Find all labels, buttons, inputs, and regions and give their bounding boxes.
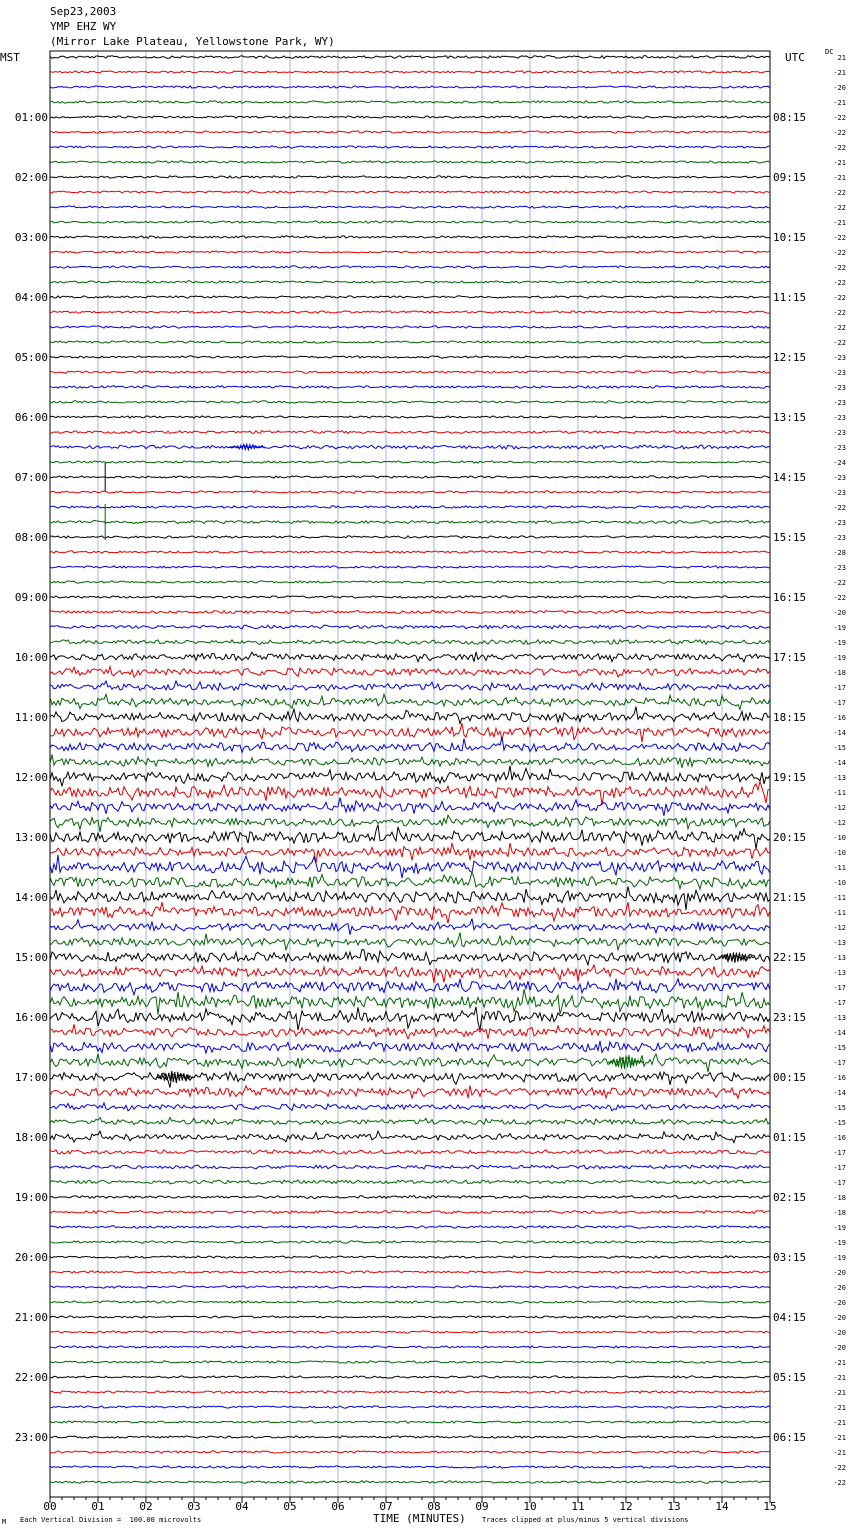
- dc-offset-label: -19: [833, 1239, 846, 1247]
- seismic-trace: [50, 1054, 770, 1072]
- dc-offset-label: -20: [833, 1299, 846, 1307]
- right-hour-label: 12:15: [773, 351, 807, 364]
- seismic-trace: [50, 1103, 770, 1111]
- seismic-trace: [50, 281, 770, 283]
- right-timezone-label: UTC: [785, 51, 805, 64]
- dc-offset-label: -22: [833, 324, 846, 332]
- dc-offset-label: -21: [833, 1419, 846, 1427]
- left-hour-label: 01:00: [14, 111, 48, 124]
- dc-offset-label: -24: [833, 459, 846, 467]
- seismic-trace: [50, 596, 770, 598]
- seismic-trace: [50, 1271, 770, 1274]
- x-tick-label: 07: [379, 1500, 393, 1513]
- left-hour-label: 12:00: [14, 771, 48, 784]
- dc-offset-label: -23: [833, 489, 846, 497]
- seismic-trace: [50, 667, 770, 678]
- dc-offset-label: -19: [833, 1224, 846, 1232]
- seismic-trace: [50, 416, 770, 419]
- seismic-trace: [50, 176, 770, 178]
- dc-offset-label: -20: [833, 1314, 846, 1322]
- dc-offset-label: -23: [833, 564, 846, 572]
- seismic-trace: [50, 1346, 770, 1348]
- dc-offset-label: -22: [833, 1479, 846, 1487]
- dc-offset-label: -15: [833, 744, 846, 752]
- dc-offset-label: -21: [833, 1449, 846, 1457]
- seismic-trace: [50, 581, 770, 584]
- dc-offset-label: -22: [833, 249, 846, 257]
- dc-offset-label: -19: [833, 1254, 846, 1262]
- seismic-trace: [50, 221, 770, 224]
- dc-offset-label: -23: [833, 414, 846, 422]
- seismic-trace: [50, 815, 770, 832]
- dc-offset-label: -14: [833, 729, 846, 737]
- dc-offset-label: -22: [833, 504, 846, 512]
- dc-offset-label: -23: [833, 444, 846, 452]
- seismic-trace: [50, 566, 770, 568]
- seismic-trace: [50, 1131, 770, 1143]
- left-hour-label: 04:00: [14, 291, 48, 304]
- seismic-trace: [50, 1195, 770, 1198]
- seismic-trace: [50, 56, 770, 59]
- seismic-trace: [50, 766, 770, 787]
- left-hour-label: 05:00: [14, 351, 48, 364]
- dc-offset-label: -22: [833, 579, 846, 587]
- right-hour-label: 01:15: [773, 1131, 807, 1144]
- dc-offset-label: -23: [833, 519, 846, 527]
- dc-offset-label: -14: [833, 1089, 846, 1097]
- dc-offset-label: -11: [833, 909, 846, 917]
- left-hour-label: 20:00: [14, 1251, 48, 1264]
- x-tick-label: 06: [331, 1500, 345, 1513]
- seismic-trace: [50, 755, 770, 768]
- dc-offset-label: -13: [833, 939, 846, 947]
- seismic-trace: [50, 1316, 770, 1318]
- seismic-trace: [50, 371, 770, 374]
- dc-offset-label: -10: [833, 834, 846, 842]
- right-hour-label: 05:15: [773, 1371, 807, 1384]
- dc-offset-label: -13: [833, 774, 846, 782]
- x-tick-label: 05: [283, 1500, 297, 1513]
- right-hour-label: 22:15: [773, 951, 807, 964]
- seismic-trace: [50, 146, 770, 149]
- dc-offset-label: -21: [833, 174, 846, 182]
- seismic-trace: [50, 491, 770, 494]
- seismic-trace: [50, 652, 770, 662]
- dc-offset-label: -19: [833, 654, 846, 662]
- left-hour-label: 09:00: [14, 591, 48, 604]
- dc-offset-label: -18: [833, 1209, 846, 1217]
- seismic-trace: [50, 1241, 770, 1244]
- x-tick-label: 04: [235, 1500, 249, 1513]
- dc-offset-label: -18: [833, 669, 846, 677]
- right-hour-label: 06:15: [773, 1431, 807, 1444]
- left-hour-label: 10:00: [14, 651, 48, 664]
- station-code: YMP EHZ WY: [50, 20, 117, 33]
- seismic-trace: [50, 1086, 770, 1099]
- seismic-trace: [50, 950, 770, 965]
- dc-offset-label: -22: [833, 594, 846, 602]
- seismic-trace: [50, 401, 770, 403]
- seismic-trace: [50, 1210, 770, 1213]
- dc-offset-label: -21: [833, 1374, 846, 1382]
- seismic-trace: [50, 1226, 770, 1229]
- dc-offset-label: -20: [833, 1269, 846, 1277]
- dc-offset-label: -22: [833, 234, 846, 242]
- seismic-trace: [50, 296, 770, 298]
- seismic-trace: [50, 506, 770, 509]
- seismic-trace: [50, 1391, 770, 1393]
- left-hour-label: 14:00: [14, 891, 48, 904]
- dc-offset-label: -22: [833, 114, 846, 122]
- right-hour-label: 16:15: [773, 591, 807, 604]
- dc-offset-label: -22: [833, 189, 846, 197]
- dc-offset-label: -20: [833, 1329, 846, 1337]
- dc-offset-label: -19: [833, 624, 846, 632]
- seismic-trace: [50, 1466, 770, 1468]
- dc-offset-label: -17: [833, 1164, 846, 1172]
- dc-offset-label: -22: [833, 294, 846, 302]
- right-hour-label: 00:15: [773, 1071, 807, 1084]
- seismic-trace: [50, 536, 770, 538]
- dc-offset-label: -11: [833, 864, 846, 872]
- seismic-trace: [50, 1376, 770, 1378]
- left-hour-label: 17:00: [14, 1071, 48, 1084]
- seismic-trace: [50, 872, 770, 889]
- seismic-trace: [50, 965, 770, 983]
- seismic-trace: [50, 681, 770, 691]
- right-hour-label: 03:15: [773, 1251, 807, 1264]
- dc-offset-label: -18: [833, 1194, 846, 1202]
- dc-offset-label: -15: [833, 1044, 846, 1052]
- seismic-trace: [50, 191, 770, 193]
- right-hour-label: 08:15: [773, 111, 807, 124]
- dc-offset-label: -23: [833, 534, 846, 542]
- seismic-trace: [50, 1024, 770, 1039]
- dc-offset-label: -22: [833, 204, 846, 212]
- seismic-trace: [50, 887, 770, 910]
- x-tick-label: 08: [427, 1500, 441, 1513]
- right-hour-label: 20:15: [773, 831, 807, 844]
- dc-label: DC: [825, 48, 834, 56]
- dc-offset-label: -20: [833, 84, 846, 92]
- dc-offset-label: -22: [833, 264, 846, 272]
- dc-offset-label: -22: [833, 339, 846, 347]
- dc-offset-label: -15: [833, 1119, 846, 1127]
- dc-offset-label: -10: [833, 879, 846, 887]
- seismic-trace: [50, 1256, 770, 1259]
- left-hour-label: 11:00: [14, 711, 48, 724]
- seismic-trace: [50, 476, 770, 479]
- right-hour-label: 13:15: [773, 411, 807, 424]
- dc-offset-label: -21: [833, 99, 846, 107]
- dc-offset-label: -17: [833, 1059, 846, 1067]
- seismic-trace: [50, 781, 770, 805]
- seismic-trace: [50, 1118, 770, 1125]
- seismic-trace: [50, 86, 770, 89]
- right-hour-label: 19:15: [773, 771, 807, 784]
- seismic-trace: [50, 737, 770, 752]
- seismic-trace: [50, 625, 770, 629]
- dc-offset-label: -13: [833, 954, 846, 962]
- seismic-trace: [50, 933, 770, 951]
- seismic-trace: [50, 101, 770, 104]
- dc-offset-label: -17: [833, 684, 846, 692]
- seismic-trace: [50, 1165, 770, 1169]
- seismic-trace: [50, 843, 770, 863]
- left-hour-label: 07:00: [14, 471, 48, 484]
- dc-offset-label: -21: [833, 219, 846, 227]
- x-axis-title: TIME (MINUTES): [373, 1512, 466, 1525]
- seismic-trace: [50, 71, 770, 73]
- left-hour-label: 18:00: [14, 1131, 48, 1144]
- seismic-trace: [50, 206, 770, 208]
- dc-offset-label: -13: [833, 1014, 846, 1022]
- seismic-trace: [50, 1361, 770, 1364]
- seismic-trace: [50, 266, 770, 269]
- x-tick-label: 01: [91, 1500, 105, 1513]
- x-tick-label: 10: [523, 1500, 537, 1513]
- seismic-trace: [50, 610, 770, 613]
- seismic-trace: [50, 386, 770, 389]
- dc-offset-label: -23: [833, 354, 846, 362]
- left-hour-label: 08:00: [14, 531, 48, 544]
- seismic-trace: [50, 707, 770, 724]
- dc-offset-label: -16: [833, 1134, 846, 1142]
- seismic-trace: [50, 356, 770, 358]
- dc-offset-label: -17: [833, 1149, 846, 1157]
- seismic-trace: [50, 902, 770, 923]
- dc-offset-label: -22: [833, 309, 846, 317]
- seismic-trace: [50, 640, 770, 645]
- seismic-trace: [50, 431, 770, 434]
- seismic-trace: [50, 1421, 770, 1424]
- dc-offset-label: -20: [833, 609, 846, 617]
- seismic-trace: [50, 1451, 770, 1454]
- dc-offset-label: -21: [833, 1404, 846, 1412]
- left-hour-label: 13:00: [14, 831, 48, 844]
- dc-offset-label: -21: [833, 1389, 846, 1397]
- dc-offset-label: -17: [833, 999, 846, 1007]
- seismic-trace: [50, 551, 770, 553]
- dc-offset-label: 21: [837, 54, 846, 62]
- dc-offset-label: -21: [833, 159, 846, 167]
- event-burst: [718, 953, 754, 963]
- seismic-trace: [50, 341, 770, 343]
- x-tick-label: 13: [667, 1500, 681, 1513]
- dc-offset-label: -17: [833, 699, 846, 707]
- seismic-trace: [50, 311, 770, 313]
- seismic-trace: [50, 1286, 770, 1289]
- left-timezone-label: MST: [0, 51, 20, 64]
- right-hour-label: 11:15: [773, 291, 807, 304]
- record-date: Sep23,2003: [50, 5, 117, 18]
- dc-offset-label: -13: [833, 969, 846, 977]
- dc-offset-label: -17: [833, 984, 846, 992]
- dc-offset-label: -22: [833, 1464, 846, 1472]
- dc-offset-label: -22: [833, 129, 846, 137]
- seismic-trace: [50, 251, 770, 253]
- dc-offset-label: -23: [833, 384, 846, 392]
- dc-offset-label: -22: [833, 144, 846, 152]
- dc-offset-label: -28: [833, 549, 846, 557]
- x-tick-label: 12: [619, 1500, 633, 1513]
- seismic-trace: [50, 1406, 770, 1408]
- seismic-trace: [50, 798, 770, 816]
- dc-offset-label: -16: [833, 714, 846, 722]
- right-hour-label: 17:15: [773, 651, 807, 664]
- left-hour-label: 19:00: [14, 1191, 48, 1204]
- dc-offset-label: -10: [833, 849, 846, 857]
- seismic-trace: [50, 919, 770, 935]
- dc-offset-label: -11: [833, 894, 846, 902]
- corner-mark: M: [2, 1518, 7, 1526]
- seismic-trace: [50, 855, 770, 878]
- seismic-trace: [50, 1481, 770, 1484]
- left-hour-label: 03:00: [14, 231, 48, 244]
- seismic-trace: [50, 1150, 770, 1154]
- dc-offset-label: -15: [833, 1104, 846, 1112]
- seismic-trace: [50, 445, 770, 449]
- dc-offset-label: -20: [833, 1344, 846, 1352]
- x-tick-label: 03: [187, 1500, 201, 1513]
- seismic-trace: [50, 236, 770, 239]
- right-hour-label: 21:15: [773, 891, 807, 904]
- right-hour-label: 23:15: [773, 1011, 807, 1024]
- dc-offset-label: -12: [833, 804, 846, 812]
- seismic-trace: [50, 131, 770, 133]
- dc-offset-label: -11: [833, 789, 846, 797]
- dc-offset-label: -12: [833, 924, 846, 932]
- left-hour-label: 22:00: [14, 1371, 48, 1384]
- station-location: (Mirror Lake Plateau, Yellowstone Park, WY): [50, 35, 335, 48]
- right-hour-label: 04:15: [773, 1311, 807, 1324]
- seismic-trace: [50, 825, 770, 849]
- dc-offset-label: -21: [833, 1359, 846, 1367]
- dc-offset-label: -14: [833, 759, 846, 767]
- dc-offset-label: -16: [833, 1074, 846, 1082]
- left-hour-label: 23:00: [14, 1431, 48, 1444]
- dc-offset-label: -17: [833, 1179, 846, 1187]
- scale-note: Each Vertical Division = 100.00 microvolts: [20, 1516, 202, 1524]
- dc-offset-label: -23: [833, 429, 846, 437]
- dc-offset-label: -14: [833, 1029, 846, 1037]
- seismic-trace: [50, 161, 770, 163]
- dc-offset-label: -22: [833, 279, 846, 287]
- dc-offset-label: -20: [833, 1284, 846, 1292]
- seismic-trace: [50, 1301, 770, 1303]
- seismic-trace: [50, 326, 770, 328]
- right-hour-label: 14:15: [773, 471, 807, 484]
- right-hour-label: 02:15: [773, 1191, 807, 1204]
- clip-note: Traces clipped at plus/minus 5 vertical divisions: [482, 1516, 689, 1524]
- seismic-trace: [50, 520, 770, 523]
- left-hour-label: 21:00: [14, 1311, 48, 1324]
- seismic-trace: [50, 116, 770, 118]
- dc-offset-label: -21: [833, 1434, 846, 1442]
- seismic-trace: [50, 461, 770, 463]
- dc-offset-label: -23: [833, 474, 846, 482]
- dc-offset-label: -23: [833, 369, 846, 377]
- x-tick-label: 14: [715, 1500, 729, 1513]
- right-hour-label: 18:15: [773, 711, 807, 724]
- x-tick-label: 09: [475, 1500, 489, 1513]
- x-tick-label: 11: [571, 1500, 585, 1513]
- left-hour-label: 16:00: [14, 1011, 48, 1024]
- left-hour-label: 02:00: [14, 171, 48, 184]
- left-hour-label: 15:00: [14, 951, 48, 964]
- dc-offset-label: -23: [833, 399, 846, 407]
- seismic-trace: [50, 723, 770, 742]
- seismic-trace: [50, 1041, 770, 1053]
- x-tick-label: 00: [43, 1500, 57, 1513]
- left-hour-label: 06:00: [14, 411, 48, 424]
- seismic-trace: [50, 1331, 770, 1333]
- seismic-trace: [50, 1180, 770, 1184]
- x-tick-label: 15: [763, 1500, 777, 1513]
- seismic-trace: [50, 694, 770, 709]
- right-hour-label: 10:15: [773, 231, 807, 244]
- x-tick-label: 02: [139, 1500, 153, 1513]
- seismic-trace: [50, 1072, 770, 1088]
- seismic-trace: [50, 1436, 770, 1438]
- right-hour-label: 09:15: [773, 171, 807, 184]
- dc-offset-label: -19: [833, 639, 846, 647]
- seismic-trace: [50, 979, 770, 995]
- dc-offset-label: -12: [833, 819, 846, 827]
- dc-offset-label: -21: [833, 69, 846, 77]
- right-hour-label: 15:15: [773, 531, 807, 544]
